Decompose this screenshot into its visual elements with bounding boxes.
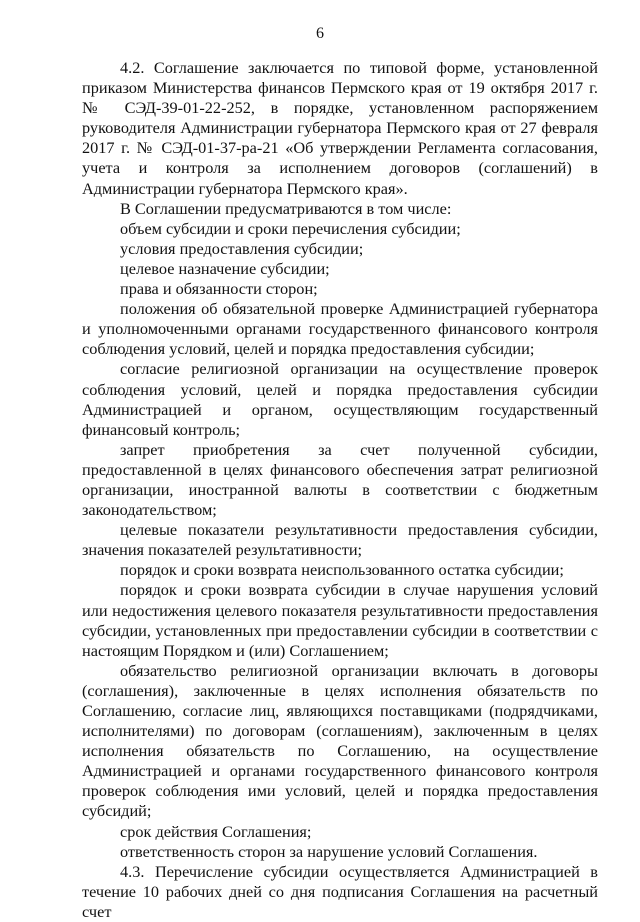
list-item-term: срок действия Соглашения; xyxy=(120,821,312,841)
list-item-unused-balance-return: порядок и сроки возврата неиспользованного остатка субсидии; xyxy=(120,560,564,580)
list-item-foreign-currency-ban: запрет приобретения за счет полученной субсидии, предоставленной в целях финансового обеспечения затрат религиозной организации, иностранной валюты в соответствии с бюджетным законодательством; xyxy=(82,439,598,520)
list-item-subsidy-volume: объем субсидии и сроки перечисления субсидии; xyxy=(120,218,461,238)
list-item-mandatory-inspection: положения об обязательной проверке Администрацией губернатора и уполномоченными органами государственного финансового контроля соблюдения условий, целей и порядка предоставления субсидии; xyxy=(82,299,598,359)
list-item-purpose: целевое назначение субсидии; xyxy=(120,258,330,278)
list-item-rights-obligations: права и обязанности сторон; xyxy=(120,279,318,299)
paragraph-4-2: 4.2. Соглашение заключается по типовой форме, установленной приказом Министерства финансов Пермского края от 19 октября 2017 г. № СЭД-39-01-22-252, в порядке, установленном распоряжением руководителя Администрации губернатора Пермского края от 27 февраля 2017 г. № СЭД-01-37-ра-21 «Об утверждении Регламента согласования, учета и контроля за исполнением договоров (соглашений) в Администрации губернатора Пермского края». xyxy=(82,58,598,198)
list-item-conditions: условия предоставления субсидии; xyxy=(120,238,364,258)
list-item-liability: ответственность сторон за нарушение условий Соглашения. xyxy=(120,841,538,861)
paragraph-4-3: 4.3. Перечисление субсидии осуществляется Администрацией в течение 10 рабочих дней со дня подписания Соглашения на расчетный счет xyxy=(82,861,598,921)
page-number: 6 xyxy=(316,25,324,42)
paragraph-agreement-provisions-intro: В Соглашении предусматриваются в том числе: xyxy=(120,198,452,218)
list-item-consent-inspections: согласие религиозной организации на осуществление проверок соблюдения условий, целей и порядка предоставления субсидии Администрацией и органом, осуществляющим государственный финансовый контроль; xyxy=(82,359,598,439)
list-item-contractor-consent: обязательство религиозной организации включать в договоры (соглашения), заключенные в целях исполнения обязательств по Соглашению, согласие лиц, являющихся поставщиками (подрядчиками, исполнителями) по договорам (соглашениям), заключенным в целях исполнения обязательств по Соглашению, на осуществление Администрацией и органами государственного финансового контроля проверок соблюдения ими условий, целей и порядка предоставления субсидий; xyxy=(82,660,598,821)
list-item-performance-indicators: целевые показатели результативности предоставления субсидии, значения показателей результативности; xyxy=(82,520,598,560)
list-item-return-on-violation: порядок и сроки возврата субсидии в случае нарушения условий или недостижения целевого показателя результативности предоставления субсидии, установленных при предоставлении субсидии в соответствии с настоящим Порядком и (или) Соглашением; xyxy=(82,580,598,660)
document-body xyxy=(82,58,598,922)
